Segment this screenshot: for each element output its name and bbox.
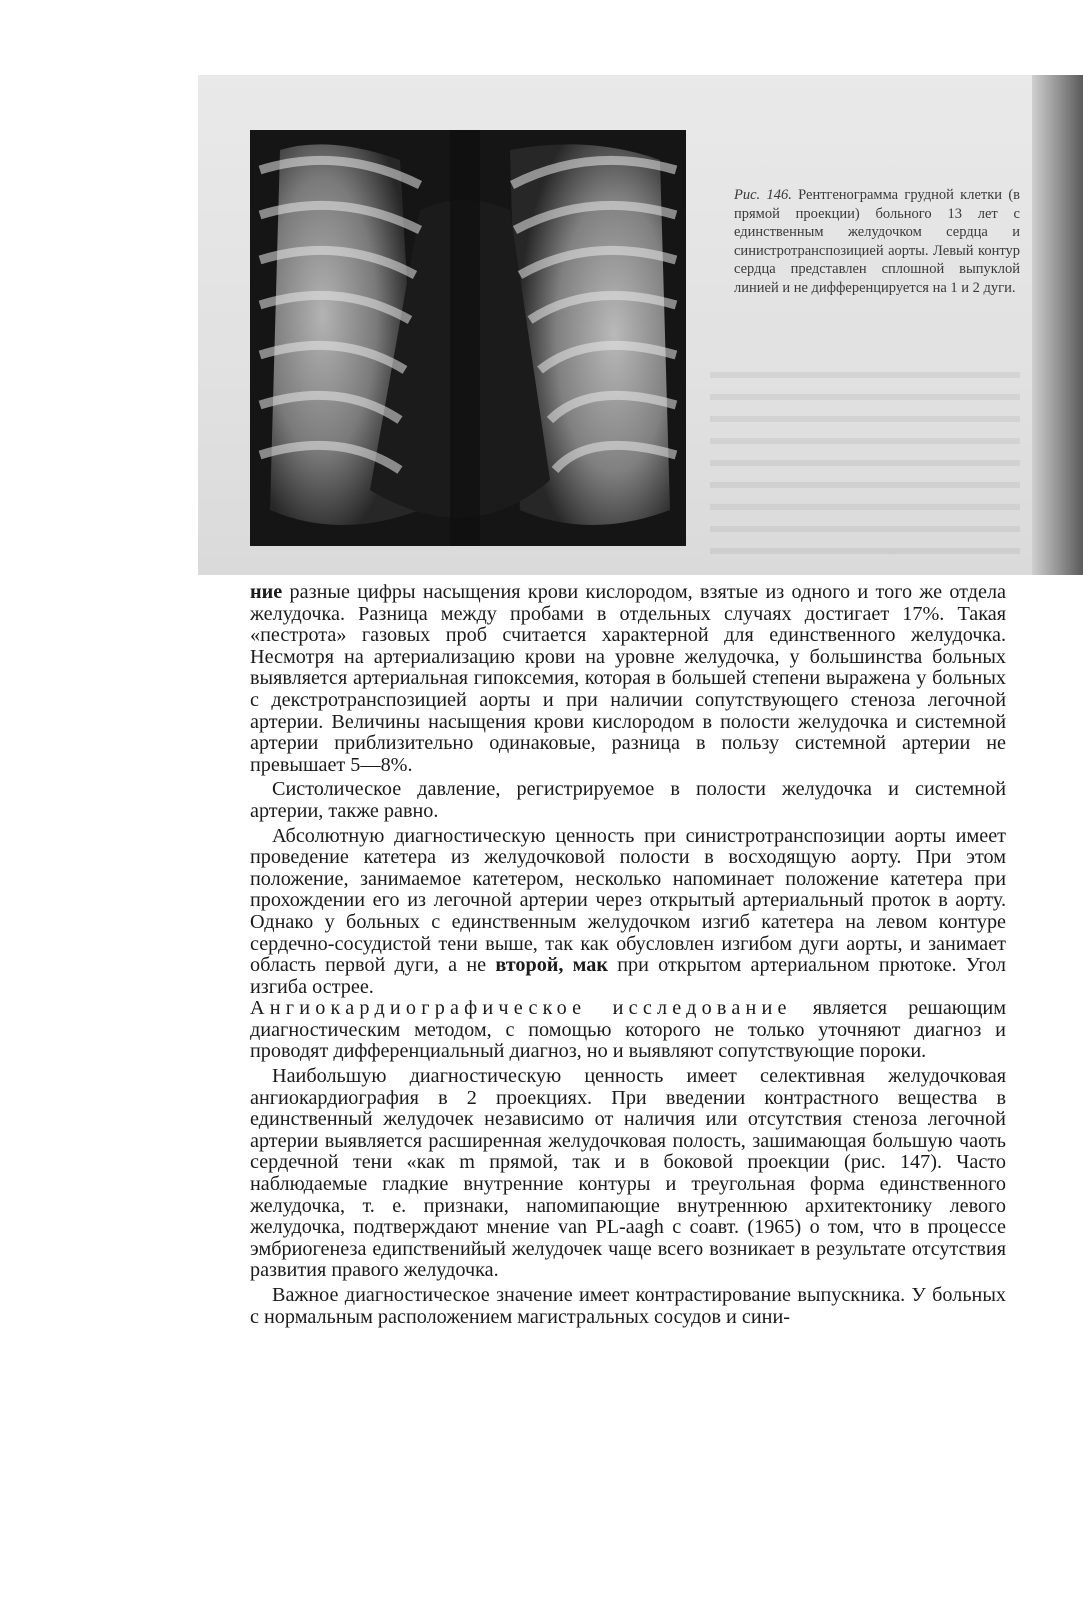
paragraph-3	[250, 826, 1006, 999]
figure-caption	[734, 186, 1020, 298]
paragraph-4-spaced: Ангиокардиографическое исследование	[250, 997, 792, 1020]
bleed-through-text	[710, 362, 1020, 562]
paragraph-2: Систолическое давление, регистрируемое в полости желудочка и системной артерии, также равно.	[250, 778, 1006, 822]
paragraph-5: Наибольшую диагностическую ценность имеет селективная желудочковая ангиокардиография в 2 проекциях. При введении контрастного вещества в единственный желудочек независимо от наличия или отсутствия стеноза легочной артерии выявляется расширенная желудочковая полость, зашимающая большую чаоть сердечной тени «как m прямой, так и в боковой проекции (рис. 147). Часто наблюдаемые гладкие внутренние контуры и треугольная форма единственного желудочка, т. е. признаки, напомипающие внутреннюю архитектонику левого желудочка, подтверждают мнение van PL-aagh с соавт. (1965) о том, что в процессе эмбриогенеза едипственийый желудочек чаще всего возникает в результате отсутствия развития правого желудочка.	[250, 1065, 1006, 1282]
paragraph-3-bold: второй, мак	[495, 954, 609, 977]
paragraph-6: Важное диагностическое значение имеет контрастирование выпускника. У больных с нормальным расположением магистральных сосудов и сини-	[250, 1284, 1006, 1328]
paragraph-3-text-a: Абсолютную диагностическую ценность при синистротранспозиции аорты имеет проведение катетера из желудочковой полости в восходящую аорту. При этом положение, занимаемое катетером, несколько напоминает положение катетера при прохождении его из легочной артерии через открытый артериальный проток в аорту. Однако у больных с единственным желудочком изгиб катетера на левом контуре сердечно-сосудистой тени выше, так как обусловлен изгибом дуги аорты, и занимает область первой дуги, а не	[250, 824, 1006, 977]
paragraph-3-text-b: при открытом артериальном прютоке. Угол изгиба острее.	[250, 954, 1006, 998]
chest-xray-image	[250, 130, 686, 546]
figure-label: Рис. 146.	[734, 187, 792, 203]
paragraph-1	[250, 582, 1006, 776]
figure-caption-text: Рентгенограмма грудной клетки (в прямой проекции) больного 13 лет с единственным желудочком сердца и синистротранспозицией аорты. Левый контур сердца представлен сплошной выпуклой линией и не дифференцируется на 1 и 2 дуги.	[734, 187, 1021, 296]
body-text	[250, 582, 1006, 1328]
scan-page-edge	[1032, 75, 1083, 575]
paragraph-4	[250, 998, 1006, 1063]
paragraph-1-bold: ние	[250, 581, 283, 603]
paragraph-4-text: является решающим диагностическим методом, с помощью которого не только уточняют диагноз и проводят дифференциальный диагноз, но и выявляют сопутствующие пороки.	[250, 997, 1007, 1063]
paragraph-1-text: разные цифры насыщения крови кислородом, взятые из одного и того же отдела желудочка. Разница между пробами в отдельных случаях достигает 17%. Такая «пестрота» газовых проб считается характерной для единственного желудочка. Несмотря на артериализацию крови на уровне желудочка, у большинства больных выявляется артериальная гипоксемия, которая в большей степени выражена у больных с декстротранспозицией аорты и при наличии сопутствующего стеноза легочной артерии. Величины насыщения крови кислородом в полости желудочка и системной артерии приблизительно одинаковые, разница в пользу системной артерии не превышает 5—8%.	[250, 581, 1006, 776]
